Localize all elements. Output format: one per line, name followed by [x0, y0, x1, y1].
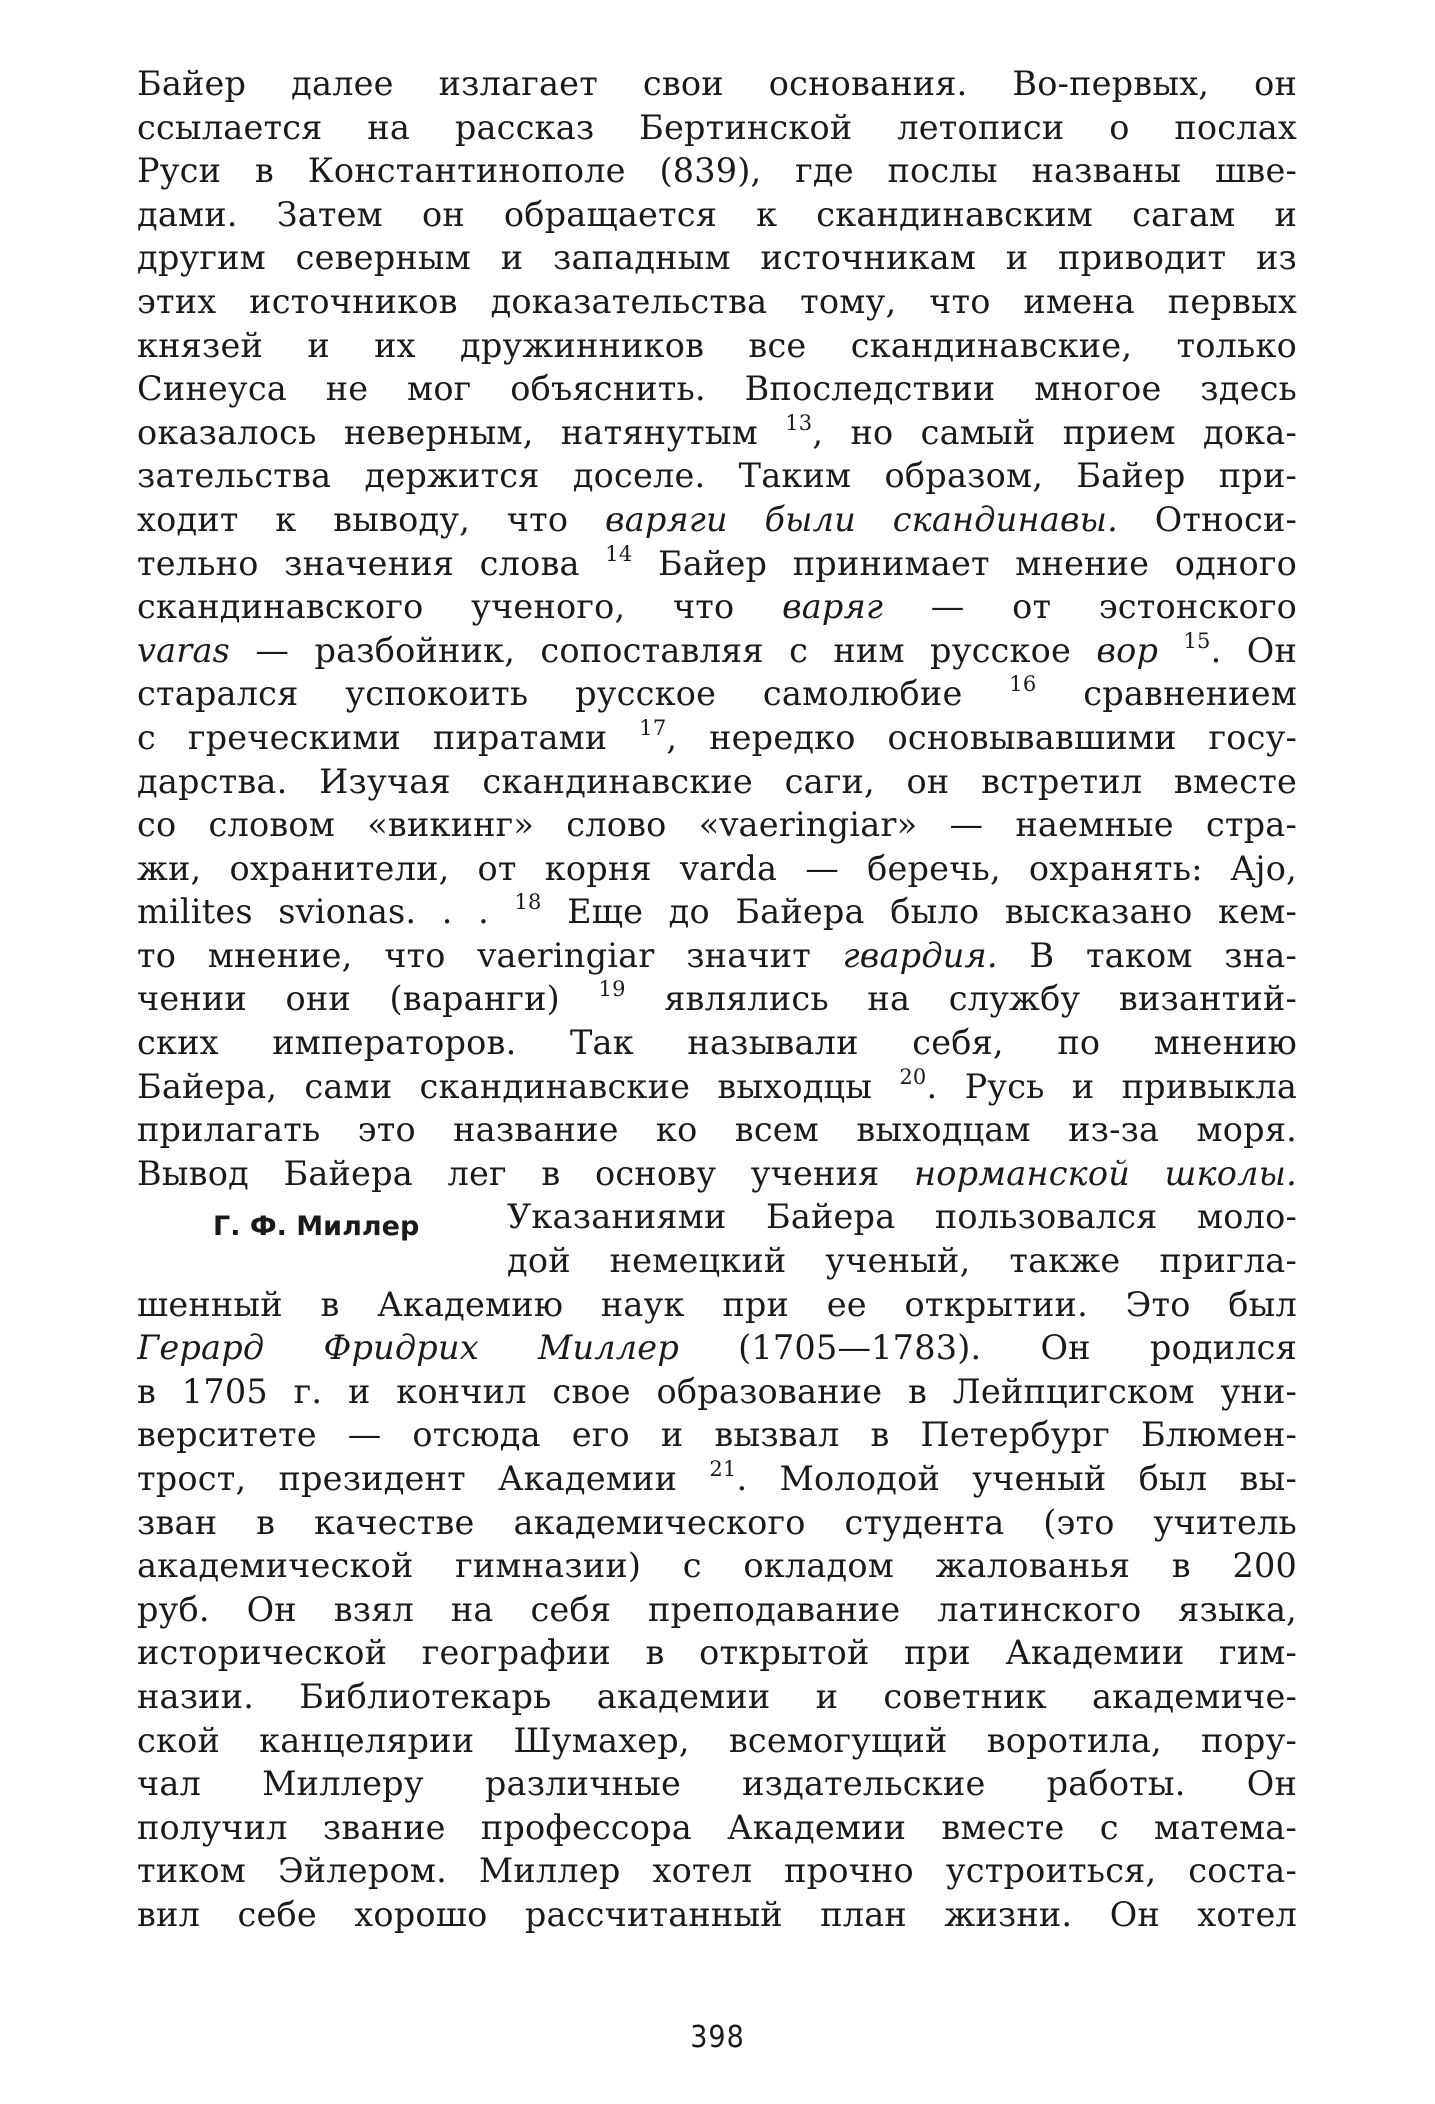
text-line [137, 454, 1297, 498]
text-line [137, 498, 1297, 542]
text-line [137, 847, 1297, 891]
text-run: (1705—1783). Он родился [678, 1328, 1297, 1368]
text-line [137, 149, 1297, 193]
text-run: Байера, сами скандинавские выходцы [137, 1066, 900, 1106]
text-line [137, 890, 1297, 934]
footnote-ref: 20 [899, 1064, 927, 1089]
text-line [507, 1195, 1297, 1239]
italic-text: varas [137, 630, 231, 670]
text-run: тиком Эйлером. Миллер хотел прочно устроиться, соста- [137, 1851, 1297, 1891]
footnote-ref: 14 [605, 541, 633, 566]
text-line [137, 324, 1297, 368]
text-line [137, 1413, 1297, 1457]
text-run: Относи- [1117, 499, 1297, 539]
text-line [137, 672, 1297, 716]
italic-text: гвардия. [842, 935, 998, 975]
text-run: Байер далее излагает свои основания. Во-первых, он [137, 64, 1297, 103]
text-line [137, 1457, 1297, 1501]
text-line [137, 1675, 1297, 1719]
text-line [507, 1239, 1297, 1283]
text-run: исторической географии в открытой при Академии гим- [137, 1633, 1297, 1673]
page-body [137, 62, 1297, 1937]
text-run: . Русь и привыкла [926, 1066, 1297, 1106]
section-heading-row [137, 1195, 1297, 1282]
text-line [137, 1065, 1297, 1109]
text-line [137, 411, 1297, 455]
page-number: 398 [690, 2020, 745, 2055]
text-run: В таком зна- [997, 935, 1297, 975]
text-run: milites svionas. . . [137, 892, 515, 932]
text-run: руб. Он взял на себя преподавание латинского языка, [137, 1589, 1297, 1629]
text-run: дарства. Изучая скандинавские саги, он встретил вместе [137, 761, 1297, 801]
text-line [137, 803, 1297, 847]
text-line [137, 193, 1297, 237]
italic-text: норманской школы. [914, 1153, 1297, 1193]
text-run: — от эстонского [883, 587, 1297, 627]
text-run: Указаниями Байера пользовался моло- [507, 1197, 1297, 1237]
text-run: ходит к выводу, что [137, 499, 605, 539]
text-run: шенный в Академию наук при ее открытии. Это был [137, 1284, 1297, 1324]
text-run: Еще до Байера было высказано кем- [541, 892, 1297, 932]
text-block-top [137, 62, 1297, 1195]
footnote-ref: 21 [709, 1457, 737, 1481]
text-run: верситете — отсюда его и вызвал в Петербург Блюмен- [137, 1415, 1297, 1455]
text-line [137, 62, 1297, 106]
text-line [137, 1719, 1297, 1763]
text-line [137, 1588, 1297, 1632]
text-run: дами. Затем он обращается к скандинавским сагам и [137, 194, 1297, 234]
italic-text: варяг [782, 587, 884, 627]
text-run: другим северным и западным источникам и приводит из [137, 238, 1297, 278]
text-run: Байер принимает мнение одного [632, 543, 1297, 583]
text-run: в 1705 г. и кончил свое образование в Лейпцигском уни- [137, 1371, 1297, 1411]
text-run: Вывод Байера лег в основу учения [137, 1153, 915, 1193]
text-line [137, 367, 1297, 411]
text-run: со словом «викинг» слово «vaeringiar» — наемные стра- [137, 805, 1297, 845]
text-run: Синеуса не мог объяснить. Впоследствии многое здесь [137, 369, 1297, 409]
text-line [137, 629, 1297, 673]
text-line [137, 977, 1297, 1021]
text-line [137, 716, 1297, 760]
text-run: жи, охранители, от корня varda — беречь, охранять: Ajo, [137, 848, 1297, 888]
text-line [137, 1370, 1297, 1414]
text-run: чении они (варанги) [137, 979, 599, 1019]
text-line [137, 1283, 1297, 1327]
text-line [137, 934, 1297, 978]
text-run: зательства держится доселе. Таким образом, Байер при- [137, 456, 1297, 496]
text-run: , нередко основывавшими госу- [666, 717, 1297, 757]
footnote-ref: 16 [1009, 672, 1037, 697]
text-run: — разбойник, сопоставляя с ним русское [230, 630, 1097, 670]
text-line [137, 236, 1297, 280]
text-run: оказалось неверным, натянутым [137, 412, 786, 452]
text-run: ссылается на рассказ Бертинской летописи о послах [137, 107, 1297, 147]
text-run: дой немецкий ученый, также пригла- [507, 1241, 1297, 1281]
text-run: ских императоров. Так называли себя, по мнению [137, 1023, 1297, 1063]
text-run: . Молодой ученый был вы- [736, 1459, 1297, 1498]
text-line [137, 1806, 1297, 1850]
margin-heading-miller: Г. Ф. Миллер [213, 1211, 420, 1243]
text-block-bottom [137, 1283, 1297, 1937]
text-line [137, 280, 1297, 324]
text-run: являлись на службу византий- [625, 979, 1297, 1019]
text-run: то мнение, что vaeringiar значит [137, 935, 843, 975]
text-run: зван в качестве академического студента (это учитель [137, 1502, 1297, 1542]
text-run: старался успокоить русское самолюбие [137, 674, 1010, 714]
italic-text: варяги были скандинавы. [605, 499, 1118, 539]
text-run: ской канцелярии Шумахер, всемогущий воротила, пору- [137, 1720, 1297, 1760]
text-run: тельно значения слова [137, 543, 606, 583]
text-line [137, 1326, 1297, 1370]
footnote-ref: 15 [1183, 628, 1211, 653]
footnote-ref: 18 [514, 890, 542, 915]
text-run: получил звание профессора Академии вместе с матема- [137, 1807, 1297, 1847]
text-line [137, 1152, 1297, 1196]
text-run: вил себе хорошо рассчитанный план жизни. Он хотел [137, 1894, 1297, 1934]
italic-text: Герард Фридрих Миллер [137, 1328, 679, 1368]
footnote-ref: 19 [598, 977, 626, 1002]
text-line [137, 760, 1297, 804]
text-run: скандинавского ученого, что [137, 587, 783, 627]
text-line [137, 106, 1297, 150]
text-line [137, 1849, 1297, 1893]
text-run: этих источников доказательства тому, что имена первых [137, 281, 1297, 321]
text-line [137, 1021, 1297, 1065]
text-line [137, 1631, 1297, 1675]
text-run: трост, президент Академии [137, 1459, 710, 1498]
footnote-ref: 13 [785, 410, 813, 435]
text-run: . Он [1210, 630, 1297, 670]
text-run: чал Миллеру различные издательские работы. Он [137, 1764, 1297, 1804]
text-run: князей и их дружинников все скандинавские, только [137, 325, 1297, 365]
text-run: академической гимназии) с окладом жалованья в 200 [137, 1546, 1297, 1586]
text-run [1158, 631, 1183, 670]
text-run: с греческими пиратами [137, 717, 640, 757]
text-line [137, 1108, 1297, 1152]
text-line [137, 1893, 1297, 1937]
text-run: Руси в Константинополе (839), где послы названы шве- [137, 151, 1297, 191]
text-line [137, 1544, 1297, 1588]
text-line [137, 542, 1297, 586]
text-run: прилагать это название ко всем выходцам из-за моря. [137, 1110, 1297, 1150]
italic-text: вор [1096, 630, 1159, 670]
text-run: сравнением [1036, 674, 1297, 714]
text-run: , но самый прием дока- [812, 412, 1297, 452]
text-line [137, 1762, 1297, 1806]
text-line [137, 585, 1297, 629]
footnote-ref: 17 [639, 715, 667, 740]
text-line [137, 1501, 1297, 1545]
text-run: назии. Библиотекарь академии и советник академиче- [137, 1676, 1297, 1716]
